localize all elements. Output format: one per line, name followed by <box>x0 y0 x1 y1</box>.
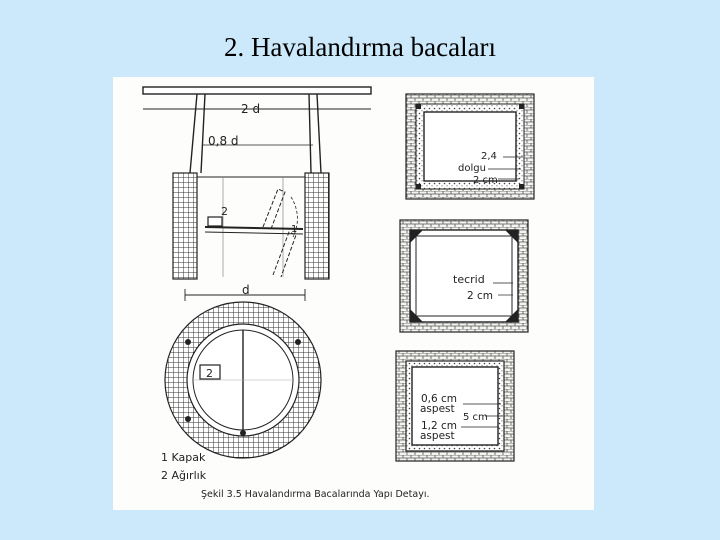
shaft-wall-left <box>173 173 197 279</box>
legend-item-1: 1 Kapak <box>161 451 206 464</box>
detail3-asbestos2-label: aspest <box>420 430 455 442</box>
detail-asbestos <box>396 351 514 461</box>
detail3-asbestos-label: aspest <box>420 403 455 415</box>
shaft-plan-round <box>165 302 321 458</box>
detail1-thickness: 2 cm <box>473 175 498 186</box>
dim-08d-label: 0,8 d <box>208 134 239 148</box>
figure-caption: Şekil 3.5 Havalandırma Bacalarında Yapı Detayı. <box>201 489 430 500</box>
figure-drawing <box>113 77 594 510</box>
shaft-wall-right <box>305 173 329 279</box>
detail-insulation <box>400 220 528 332</box>
detail2-insulation: tecrid <box>453 273 485 286</box>
cover-mark-top: 1 <box>291 224 298 235</box>
weight-mark-top: 2 <box>221 205 228 218</box>
weight-block <box>208 217 222 226</box>
shaft-cap <box>143 87 371 94</box>
detail3-gap: 5 cm <box>463 412 488 423</box>
detail-fill <box>406 94 534 199</box>
detail3-asbestos-thickness: 0,6 cm <box>421 393 458 405</box>
dim-d-label: d <box>242 283 250 297</box>
weight-mark-round: 2 <box>206 367 213 380</box>
detail2-thickness: 2 cm <box>467 290 494 302</box>
dim-2d-label: 2 d <box>241 102 261 116</box>
shaft-elevation <box>143 87 371 301</box>
detail1-fill: dolgu <box>458 163 486 174</box>
ventilation-shaft-figure <box>113 77 594 510</box>
slide-title: 2. Havalandırma bacaları <box>223 32 497 62</box>
legend-item-2: 2 Ağırlık <box>161 469 207 482</box>
detail1-dim: 2,4 <box>481 151 497 162</box>
detail3-asbestos2-thickness: 1,2 cm <box>421 420 458 432</box>
